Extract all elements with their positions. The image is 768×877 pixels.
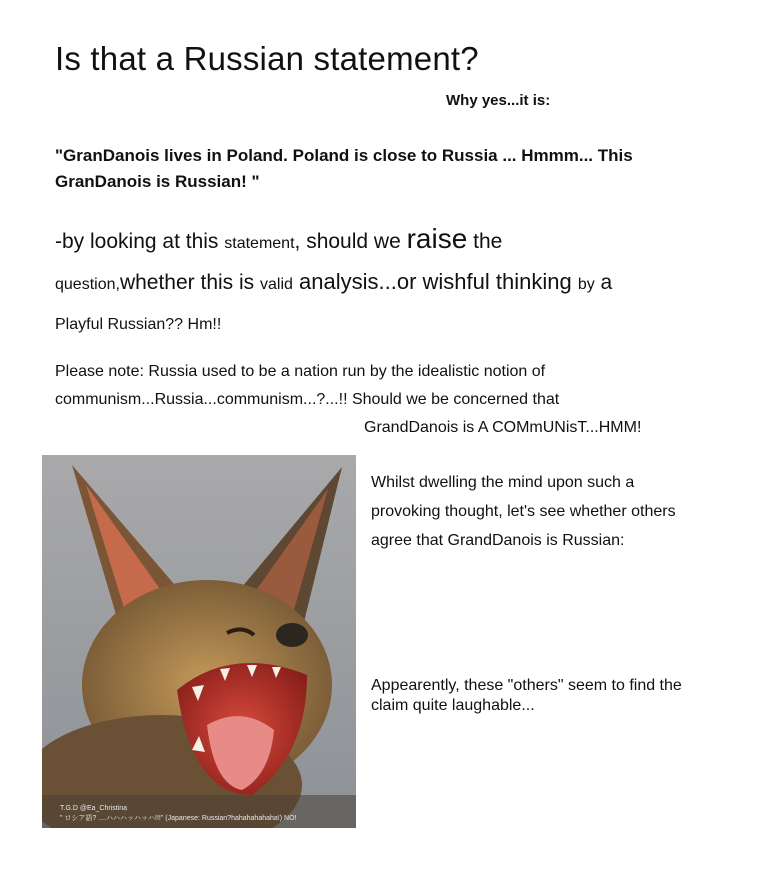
para1-text: whether this is: [119, 271, 260, 294]
page-title: Is that a Russian statement?: [55, 40, 479, 77]
para1-text: , should we: [294, 230, 407, 253]
caption-user: T.G.D @Ea_Christina: [60, 805, 128, 812]
side-paragraph-conclusion: Appearently, these "others" seem to find the claim quite laughable...: [371, 677, 682, 714]
note-paragraph-end: GrandDanois is A COMmUNisT...HMM!: [364, 419, 642, 436]
para1-text: the: [467, 230, 503, 253]
note-paragraph: Please note: Russia used to be a nation run by the idealistic notion of communism...Russia...communism...?...!! Should we be concerned that: [55, 363, 560, 408]
subtitle: Why yes...it is:: [446, 92, 551, 109]
para1-text: analysis...or wishful thinking: [292, 269, 578, 294]
para1-text: -by looking at this: [55, 230, 225, 253]
side-paragraph: Whilst dwelling the mind upon such a provoking thought, let's see whether others agree that GrandDanois is Russian:: [371, 474, 676, 549]
quote-text: "GranDanois lives in Poland. Poland is close to Russia ... Hmmm... This GranDanois is Russian! ": [55, 146, 633, 191]
para1-text: Playful Russian?? Hm!!: [55, 316, 222, 333]
question-paragraph: [55, 220, 695, 344]
image-caption: [42, 798, 356, 828]
para1-text: by: [577, 276, 595, 293]
para1-emphasis: raise: [406, 223, 468, 254]
para1-text: statement: [224, 235, 295, 252]
caption-text: " ロシア語? ....ハハハッハッハ!!!" (Japanese: Russian?hahahahahaha!) NO!: [60, 815, 297, 822]
dog-illustration: [42, 455, 356, 828]
laughing-dog-image: [42, 455, 356, 828]
para1-text: question,: [55, 276, 120, 293]
para1-text: valid: [260, 276, 293, 293]
para1-text: a: [594, 271, 613, 294]
